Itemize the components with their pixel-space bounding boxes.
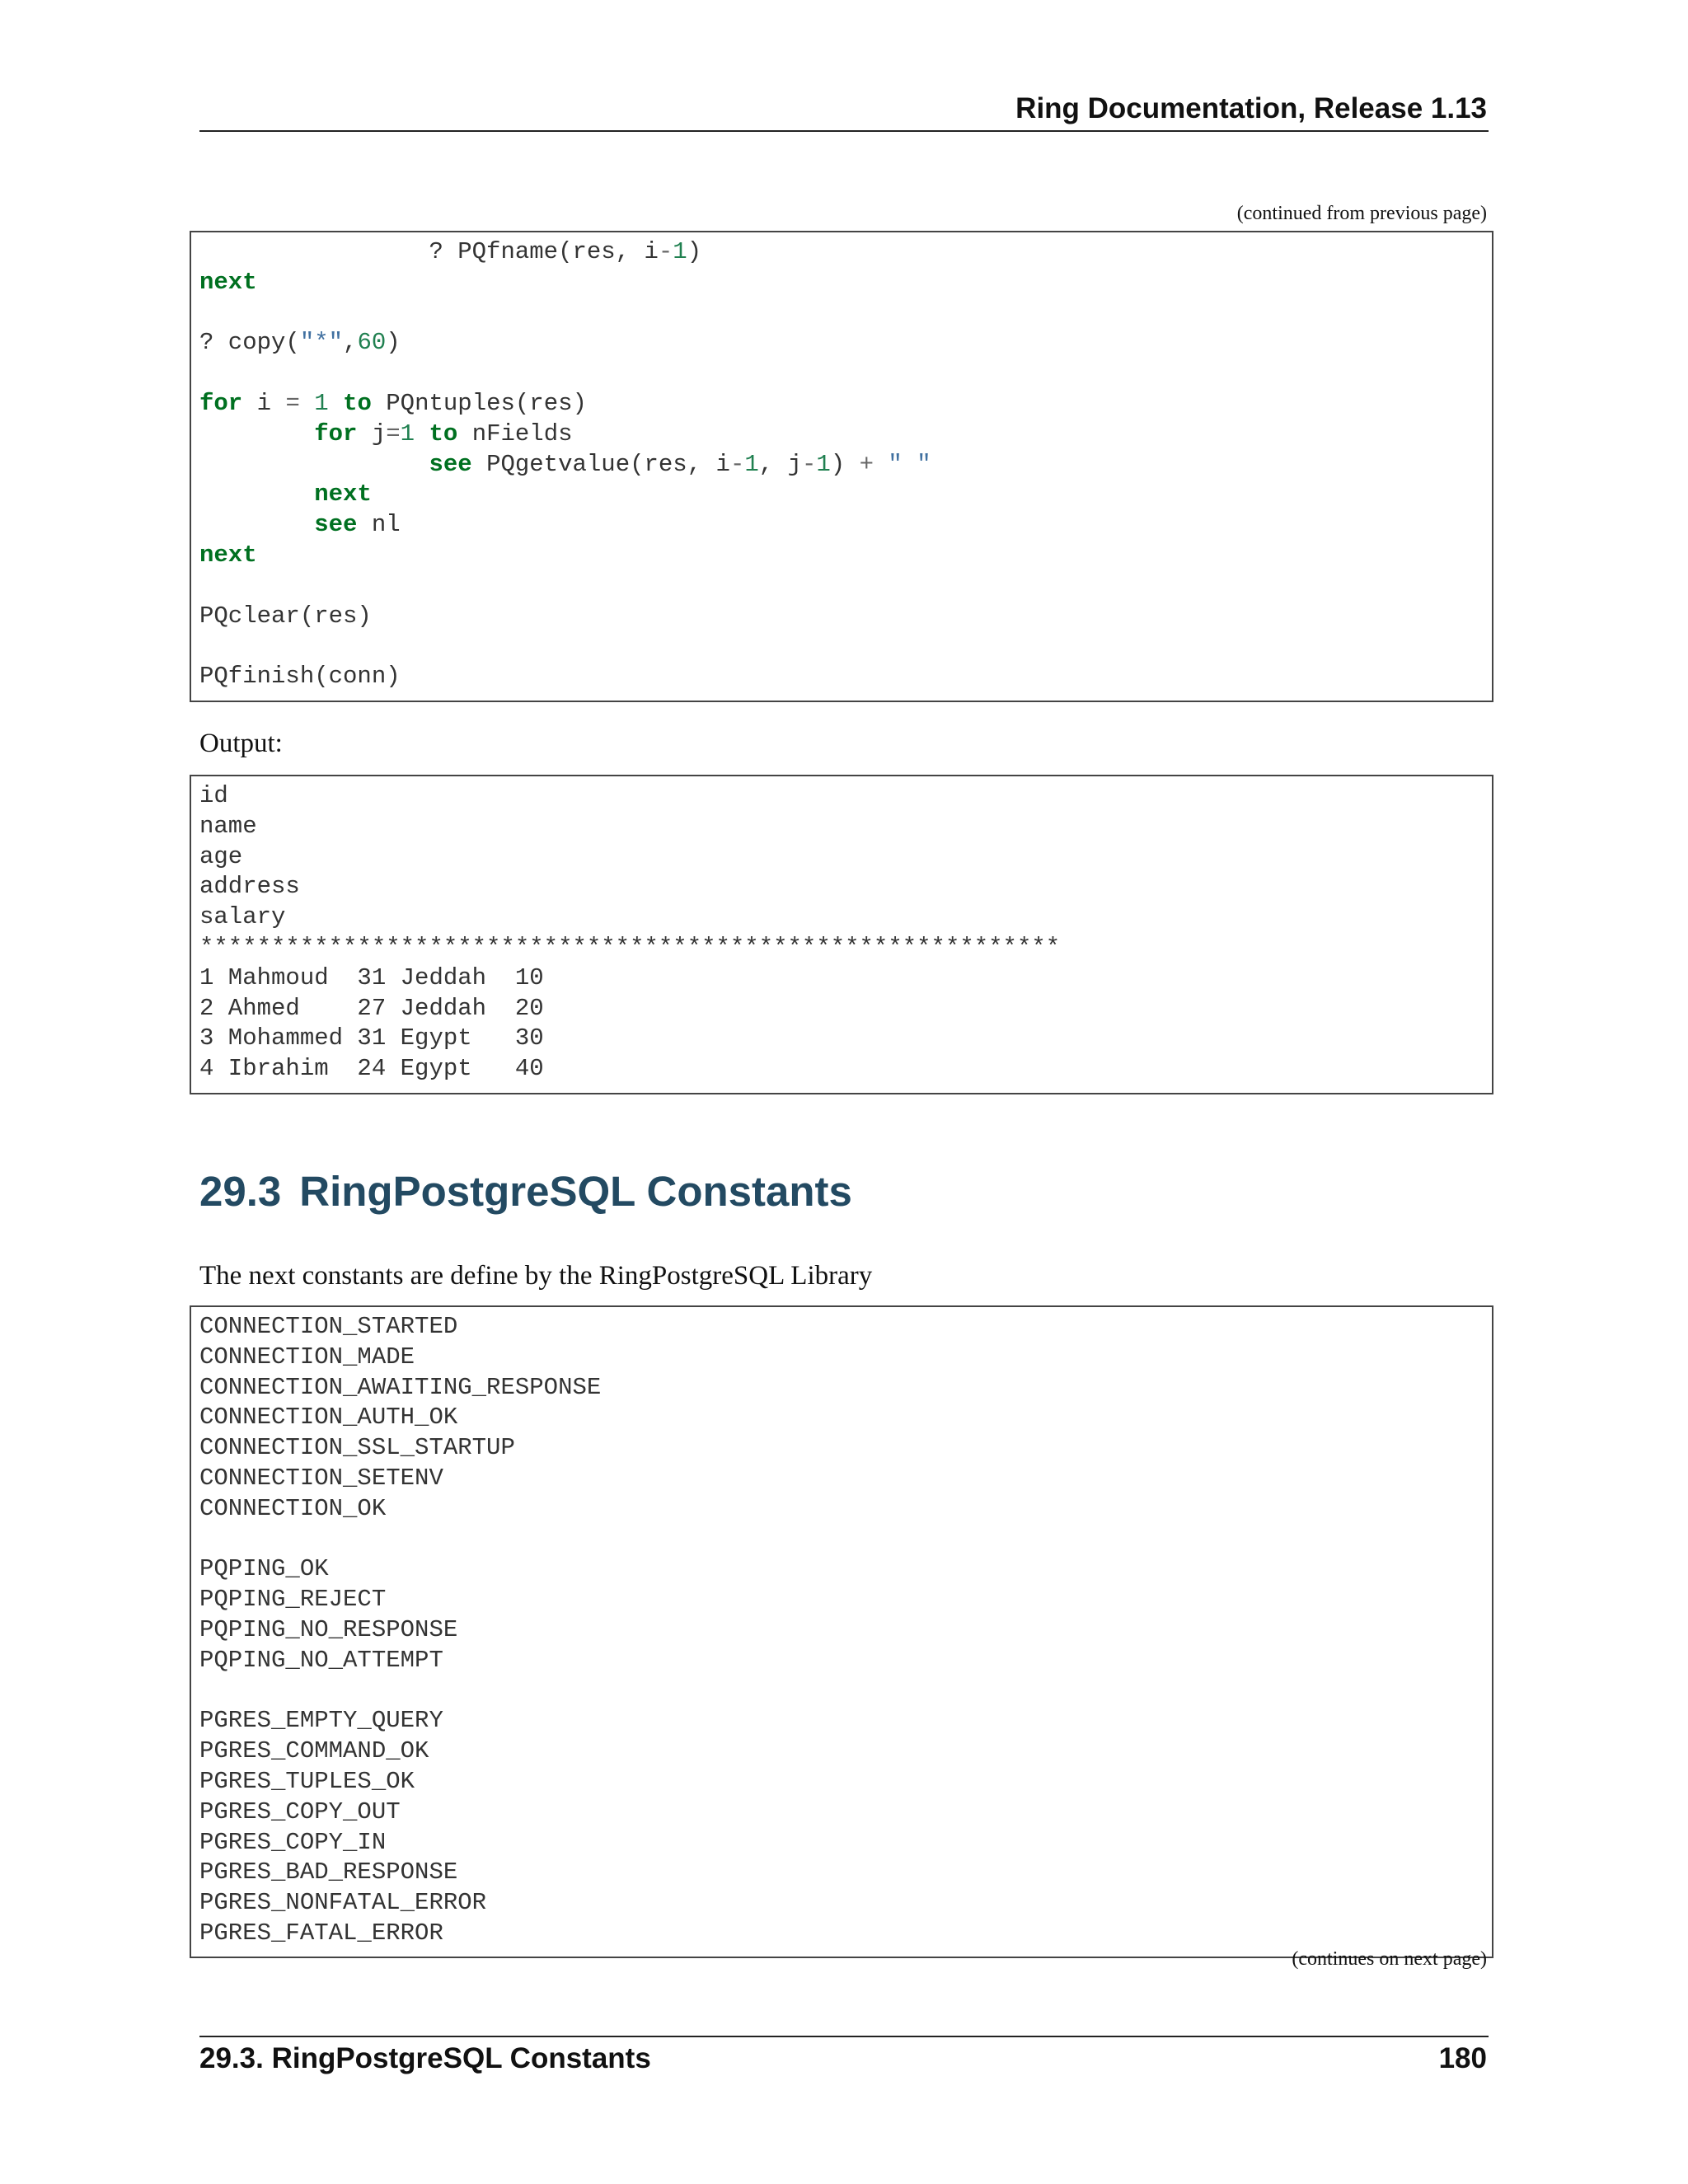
code-line bbox=[199, 268, 1484, 298]
code-token: to bbox=[343, 389, 372, 417]
code-token: next bbox=[314, 480, 372, 509]
section-heading bbox=[199, 1167, 852, 1216]
code-line bbox=[199, 571, 1484, 602]
code-token bbox=[199, 420, 314, 448]
output-block bbox=[190, 775, 1493, 1094]
code-token bbox=[199, 451, 429, 478]
code-token: + bbox=[859, 450, 874, 478]
code-token: next bbox=[199, 541, 257, 569]
code-line bbox=[199, 602, 1484, 632]
output-line: 3 Mohammed 31 Egypt 30 bbox=[199, 1024, 544, 1052]
code-token: 1 bbox=[400, 419, 415, 448]
code-token: , j bbox=[758, 450, 802, 478]
output-line: 4 Ibrahim 24 Egypt 40 bbox=[199, 1055, 544, 1083]
output-line: name bbox=[199, 812, 257, 840]
constant-line: PGRES_BAD_RESPONSE bbox=[199, 1858, 458, 1886]
code-token bbox=[300, 390, 314, 417]
code-token: = bbox=[386, 419, 401, 448]
code-token: ? PQfname(res, i bbox=[199, 238, 659, 265]
page-number: 180 bbox=[1438, 2042, 1487, 2074]
code-token: "*" bbox=[299, 329, 344, 357]
footer-section: 29.3. RingPostgreSQL Constants bbox=[199, 2042, 651, 2074]
header-rule bbox=[199, 130, 1489, 132]
code-token: - bbox=[658, 238, 673, 265]
constant-line: CONNECTION_STARTED bbox=[199, 1313, 458, 1340]
footer-rule bbox=[199, 2036, 1489, 2037]
constant-line: PGRES_COPY_OUT bbox=[199, 1797, 401, 1825]
code-token: to bbox=[429, 419, 458, 448]
code-line bbox=[199, 450, 1484, 480]
output-line: 2 Ahmed 27 Jeddah 20 bbox=[199, 994, 544, 1022]
code-token: 1 bbox=[744, 450, 759, 478]
code-token: ) bbox=[830, 450, 860, 478]
output-line: ************************************************************ bbox=[199, 933, 1061, 961]
output-line: 1 Mahmoud 31 Jeddah 10 bbox=[199, 963, 544, 991]
code-line bbox=[199, 237, 1484, 268]
code-token: 60 bbox=[357, 329, 387, 357]
constant-line: CONNECTION_OK bbox=[199, 1494, 387, 1522]
code-token: 1 bbox=[673, 238, 687, 265]
continued-from-note: (continued from previous page) bbox=[1236, 203, 1487, 224]
code-token: PQfinish(conn) bbox=[199, 663, 401, 691]
code-token: - bbox=[801, 450, 817, 478]
continues-on-note: (continues on next page) bbox=[1292, 1948, 1487, 1970]
code-token: ) bbox=[687, 238, 702, 265]
code-token: = bbox=[285, 389, 300, 417]
code-line bbox=[199, 510, 1484, 541]
constant-line: CONNECTION_SETENV bbox=[199, 1464, 443, 1492]
constant-line: CONNECTION_AWAITING_RESPONSE bbox=[199, 1373, 602, 1401]
code-token bbox=[874, 451, 888, 478]
page-header-title: Ring Documentation, Release 1.13 bbox=[1015, 92, 1487, 124]
code-line bbox=[199, 298, 1484, 329]
code-token bbox=[415, 420, 429, 448]
code-token: PQntuples(res) bbox=[371, 389, 587, 417]
output-line: id bbox=[199, 782, 228, 809]
constant-line: PQPING_OK bbox=[199, 1555, 329, 1583]
code-token: - bbox=[729, 450, 745, 478]
code-token: see bbox=[314, 511, 358, 539]
code-token: 1 bbox=[314, 389, 329, 417]
code-token: ? copy( bbox=[199, 329, 300, 357]
section-title-text: RingPostgreSQL Constants bbox=[299, 1168, 852, 1215]
constant-line: PGRES_EMPTY_QUERY bbox=[199, 1707, 443, 1735]
constant-line: CONNECTION_MADE bbox=[199, 1343, 415, 1371]
constant-line: CONNECTION_AUTH_OK bbox=[199, 1404, 458, 1432]
constants-block bbox=[190, 1305, 1493, 1958]
constant-line: PGRES_NONFATAL_ERROR bbox=[199, 1889, 487, 1917]
code-line bbox=[199, 480, 1484, 510]
output-line: salary bbox=[199, 903, 286, 931]
constant-line bbox=[199, 1676, 1484, 1707]
code-line bbox=[199, 662, 1484, 692]
output-line: address bbox=[199, 873, 300, 901]
code-line bbox=[199, 419, 1484, 450]
code-token: next bbox=[199, 268, 257, 296]
code-token bbox=[199, 511, 314, 538]
constant-line: PGRES_COPY_IN bbox=[199, 1828, 387, 1856]
constant-line bbox=[199, 1525, 1484, 1555]
output-label: Output: bbox=[199, 729, 283, 758]
constant-line: PGRES_COMMAND_OK bbox=[199, 1737, 429, 1765]
code-token: i bbox=[242, 389, 286, 417]
constant-line: PGRES_TUPLES_OK bbox=[199, 1767, 415, 1795]
code-line bbox=[199, 359, 1484, 389]
constant-line: PQPING_NO_ATTEMPT bbox=[199, 1646, 443, 1674]
code-token: PQclear(res) bbox=[199, 602, 372, 630]
code-token: j bbox=[357, 419, 387, 448]
code-token: see bbox=[429, 450, 472, 478]
code-token: , bbox=[343, 329, 358, 357]
code-token: 1 bbox=[816, 450, 831, 478]
code-token: for bbox=[199, 389, 243, 417]
constant-line: PGRES_FATAL_ERROR bbox=[199, 1919, 443, 1947]
code-token: nl bbox=[357, 511, 401, 539]
code-token: nFields bbox=[457, 419, 573, 448]
code-token bbox=[199, 480, 314, 508]
constant-line: CONNECTION_SSL_STARTUP bbox=[199, 1434, 515, 1462]
body-paragraph: The next constants are define by the RingPostgreSQL Library bbox=[199, 1261, 873, 1291]
code-line bbox=[199, 631, 1484, 662]
constant-line: PQPING_REJECT bbox=[199, 1586, 387, 1614]
code-token: PQgetvalue(res, i bbox=[471, 450, 730, 478]
section-number: 29.3 bbox=[199, 1168, 282, 1215]
code-line bbox=[199, 541, 1484, 571]
code-token: " " bbox=[888, 450, 931, 478]
code-line bbox=[199, 328, 1484, 359]
code-token bbox=[329, 390, 343, 417]
code-line bbox=[199, 389, 1484, 419]
output-line: age bbox=[199, 842, 243, 870]
code-token: for bbox=[314, 419, 358, 448]
code-token: ) bbox=[386, 329, 401, 357]
code-block bbox=[190, 231, 1493, 702]
constant-line: PQPING_NO_RESPONSE bbox=[199, 1615, 458, 1643]
